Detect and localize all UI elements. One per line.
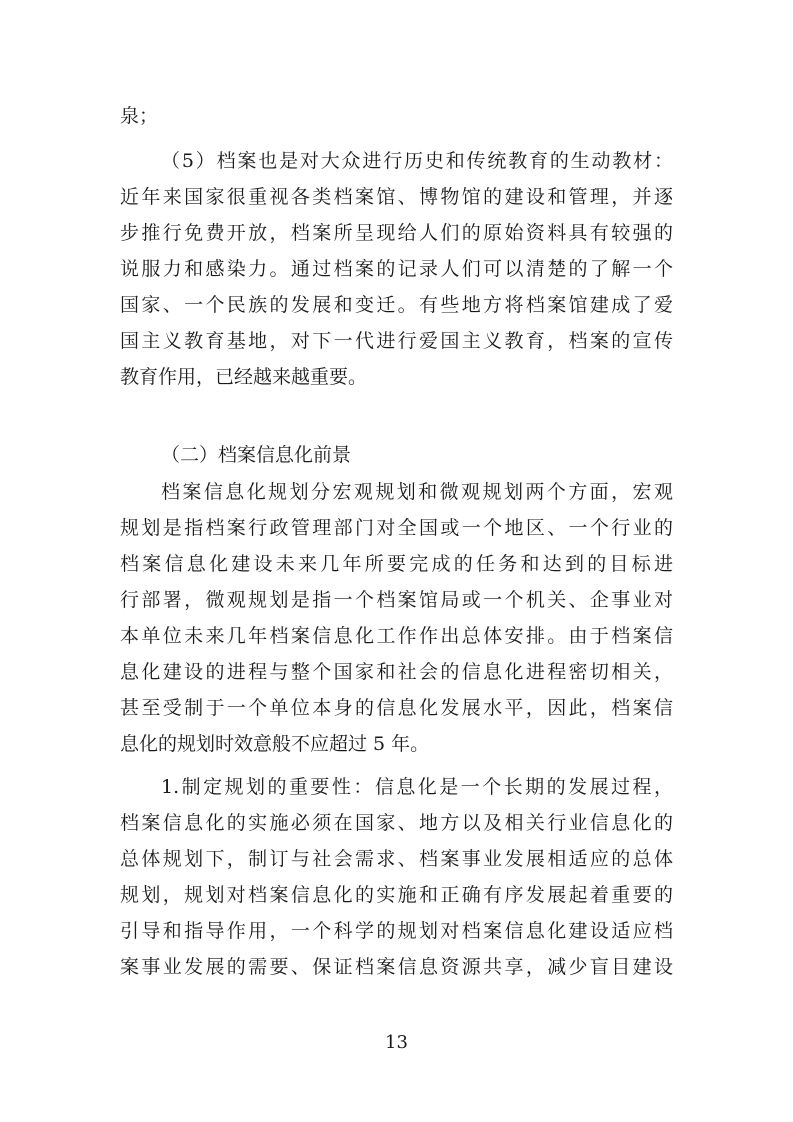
text-line: 近年来国家很重视各类档案馆、博物馆的建设和管理，并逐 [120,186,673,208]
text-line: 档案信息化规划分宏观规划和微观规划两个方面，宏观 [161,481,673,503]
text-line: 规划是指档案行政管理部门对全国或一个地区、一个行业的 [120,517,673,539]
text-line: 1.制定规划的重要性：信息化是一个长期的发展过程， [161,776,673,798]
text-line: 步推行免费开放，档案所呈现给人们的原始资料具有较强的 [120,222,673,244]
text-line: （5）档案也是对大众进行历史和传统教育的生动教材： [161,150,673,172]
text-line: 息化的规划时效意般不应超过 5 年。 [120,733,430,755]
text-line: 说服力和感染力。通过档案的记录人们可以清楚的了解一个 [120,258,673,280]
text-line: 国主义教育基地，对下一代进行爱国主义教育，档案的宣传 [120,330,673,352]
text-line: 国家、一个民族的发展和变迁。有些地方将档案馆建成了爱 [120,294,673,316]
text-line: 档案信息化建设未来几年所要完成的任务和达到的目标进 [120,553,673,575]
text-line: 规划，规划对档案信息化的实施和正确有序发展起着重要的 [120,884,673,906]
text-line: 本单位未来几年档案信息化工作作出总体安排。由于档案信 [120,625,673,647]
text-line: 泉； [120,105,159,127]
section-heading: （二）档案信息化前景 [161,444,352,466]
text-line: 行部署，微观规划是指一个档案馆局或一个机关、企事业对 [120,589,673,611]
text-line: 案事业发展的需要、保证档案信息资源共享，减少盲目建设 [120,956,673,978]
text-line: 引导和指导作用，一个科学的规划对档案信息化建设适应档 [120,920,673,942]
page-number: 13 [385,1032,408,1053]
text-line: 甚至受制于一个单位本身的信息化发展水平，因此，档案信 [120,697,673,719]
text-line: 总体规划下，制订与社会需求、档案事业发展相适应的总体 [120,848,673,870]
text-line: 息化建设的进程与整个国家和社会的信息化进程密切相关， [120,661,673,683]
text-line: 教育作用，已经越来越重要。 [120,366,368,388]
text-line: 档案信息化的实施必须在国家、地方以及相关行业信息化的 [120,812,673,834]
